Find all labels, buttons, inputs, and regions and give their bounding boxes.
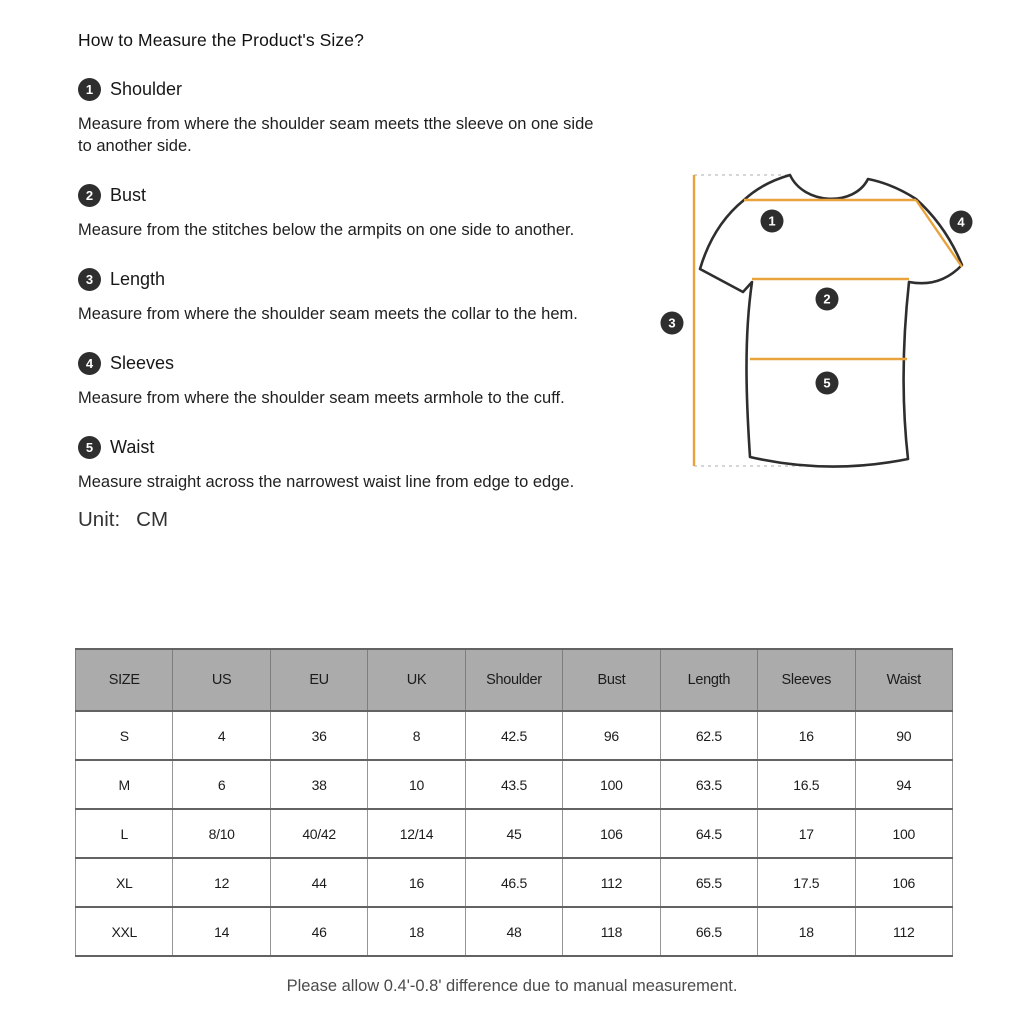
- cell-uk: 12/14: [368, 809, 465, 858]
- size-table-row: [76, 907, 953, 956]
- step-number-badge: 5: [78, 436, 101, 459]
- instruction-label: Shoulder: [110, 79, 183, 99]
- cell-uk: 18: [368, 907, 465, 956]
- cell-waist: 90: [855, 711, 953, 760]
- cell-length: 66.5: [660, 907, 757, 956]
- size-table-row: [76, 760, 953, 809]
- cell-uk: 8: [368, 711, 465, 760]
- instruction-heading: [78, 268, 623, 291]
- instruction-description: Measure from where the shoulder seam meets the collar to the hem.: [78, 305, 578, 323]
- size-table-header-cell: Bust: [563, 649, 660, 711]
- instruction-label: Bust: [110, 185, 147, 205]
- cell-size: M: [76, 760, 173, 809]
- cell-eu: 44: [270, 858, 367, 907]
- cell-shoulder: 48: [465, 907, 562, 956]
- instruction-item: [78, 436, 623, 493]
- step-number-badge: 3: [78, 268, 101, 291]
- cell-shoulder: 45: [465, 809, 562, 858]
- cell-waist: 112: [855, 907, 953, 956]
- cell-bust: 96: [563, 711, 660, 760]
- cell-sleeves: 16: [758, 711, 855, 760]
- instruction-label: Waist: [110, 437, 155, 457]
- cell-bust: 106: [563, 809, 660, 858]
- instruction-heading: [78, 184, 623, 207]
- cell-length: 65.5: [660, 858, 757, 907]
- cell-waist: 106: [855, 858, 953, 907]
- size-table-header-cell: UK: [368, 649, 465, 711]
- instruction-description: Measure from where the shoulder seam meets tthe sleeve on one side to another side.: [78, 115, 594, 155]
- instruction-label: Sleeves: [110, 353, 175, 373]
- step-number-badge: 2: [78, 184, 101, 207]
- size-table-header-cell: Length: [660, 649, 757, 711]
- unit-line: [78, 508, 623, 532]
- size-table-row: [76, 809, 953, 858]
- size-table-row: [76, 858, 953, 907]
- cell-sleeves: 17.5: [758, 858, 855, 907]
- cell-waist: 94: [855, 760, 953, 809]
- size-table-header-cell: SIZE: [76, 649, 173, 711]
- instruction-description: Measure straight across the narrowest waist line from edge to edge.: [78, 473, 575, 491]
- cell-eu: 38: [270, 760, 367, 809]
- instruction-description: Measure from the stitches below the armpits on one side to another.: [78, 221, 575, 239]
- size-table-header-row: [76, 649, 953, 711]
- cell-shoulder: 46.5: [465, 858, 562, 907]
- size-table-header-cell: Shoulder: [465, 649, 562, 711]
- instruction-list: [78, 78, 623, 493]
- instruction-item: [78, 78, 623, 157]
- tshirt-outline: [700, 175, 962, 467]
- cell-shoulder: 43.5: [465, 760, 562, 809]
- cell-length: 64.5: [660, 809, 757, 858]
- size-table-header-cell: Waist: [855, 649, 953, 711]
- step-number-badge: 4: [78, 352, 101, 375]
- page-title: How to Measure the Product's Size?: [78, 30, 364, 50]
- cell-sleeves: 16.5: [758, 760, 855, 809]
- instruction-description: Measure from where the shoulder seam meets armhole to the cuff.: [78, 389, 565, 407]
- instruction-heading: [78, 436, 623, 459]
- size-table: [75, 648, 953, 957]
- instruction-item: [78, 352, 623, 409]
- step-number-badge: 1: [78, 78, 101, 101]
- cell-bust: 118: [563, 907, 660, 956]
- size-table-wrap: [75, 648, 953, 957]
- cell-bust: 112: [563, 858, 660, 907]
- cell-size: S: [76, 711, 173, 760]
- cell-size: XL: [76, 858, 173, 907]
- cell-sleeves: 17: [758, 809, 855, 858]
- cell-us: 14: [173, 907, 270, 956]
- instruction-heading: [78, 352, 623, 375]
- cell-bust: 100: [563, 760, 660, 809]
- cell-sleeves: 18: [758, 907, 855, 956]
- size-table-header-cell: EU: [270, 649, 367, 711]
- instruction-heading: [78, 78, 623, 101]
- diagram-marker-length: 3: [661, 312, 684, 335]
- cell-eu: 46: [270, 907, 367, 956]
- tshirt-diagram-svg: [650, 152, 1010, 482]
- tshirt-diagram: [650, 152, 1010, 482]
- instruction-item: [78, 184, 623, 241]
- instruction-column: [78, 30, 623, 532]
- cell-uk: 10: [368, 760, 465, 809]
- diagram-marker-shoulder: 1: [761, 210, 784, 233]
- footer-note: Please allow 0.4'-0.8' difference due to manual measurement.: [286, 977, 738, 995]
- cell-eu: 36: [270, 711, 367, 760]
- instruction-label: Length: [110, 269, 166, 289]
- cell-us: 12: [173, 858, 270, 907]
- cell-waist: 100: [855, 809, 953, 858]
- size-table-row: [76, 711, 953, 760]
- size-table-header-cell: US: [173, 649, 270, 711]
- cell-us: 4: [173, 711, 270, 760]
- cell-size: XXL: [76, 907, 173, 956]
- unit-value: CM: [136, 508, 169, 531]
- diagram-marker-sleeves: 4: [950, 211, 973, 234]
- cell-eu: 40/42: [270, 809, 367, 858]
- cell-us: 8/10: [173, 809, 270, 858]
- size-table-header-cell: Sleeves: [758, 649, 855, 711]
- instruction-item: [78, 268, 623, 325]
- cell-shoulder: 42.5: [465, 711, 562, 760]
- diagram-marker-bust: 2: [816, 288, 839, 311]
- cell-uk: 16: [368, 858, 465, 907]
- cell-length: 63.5: [660, 760, 757, 809]
- unit-label: Unit:: [78, 508, 121, 531]
- diagram-marker-waist: 5: [816, 372, 839, 395]
- cell-size: L: [76, 809, 173, 858]
- cell-us: 6: [173, 760, 270, 809]
- cell-length: 62.5: [660, 711, 757, 760]
